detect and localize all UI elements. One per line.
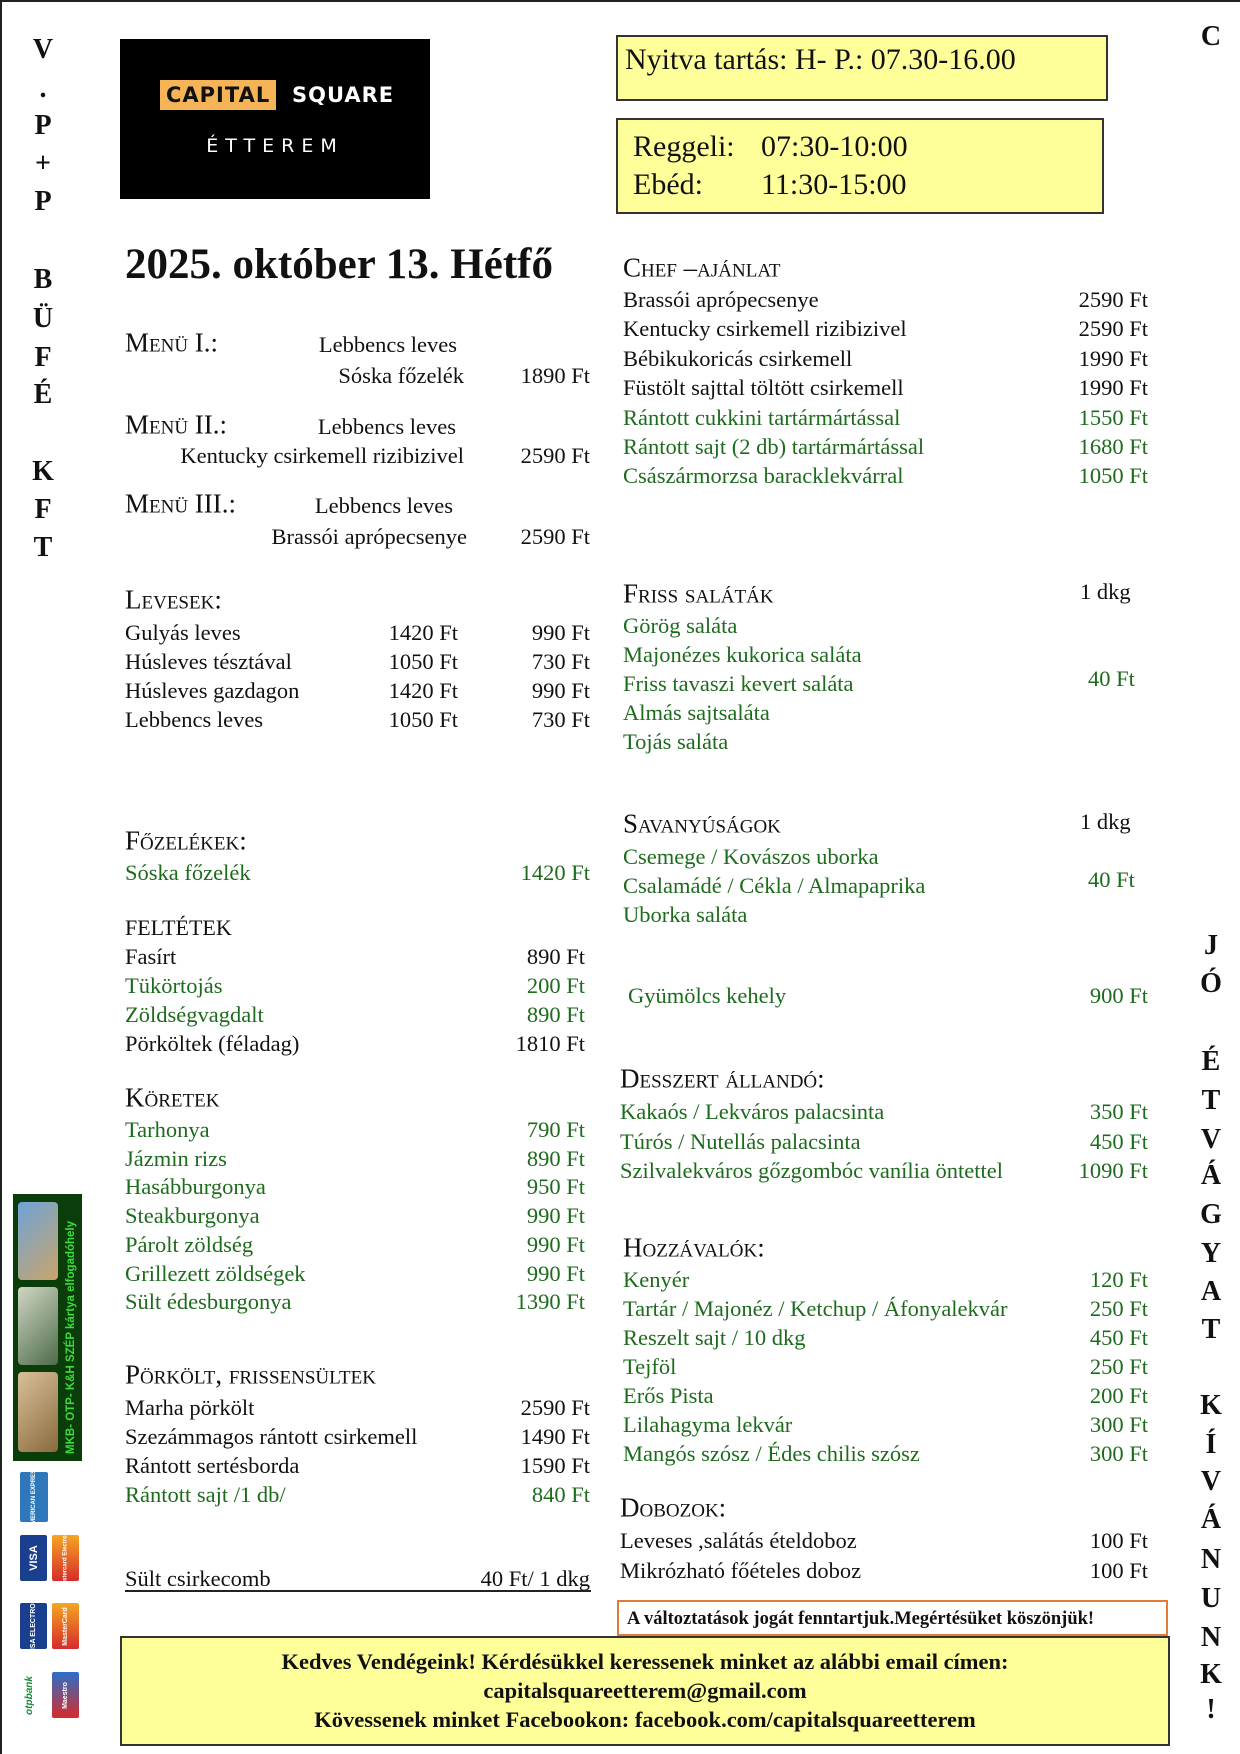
chef-item-price: 1050 Ft xyxy=(1078,463,1148,489)
soup-price-large: 1420 Ft xyxy=(388,620,458,645)
hozzavalok-item-price: 120 Ft xyxy=(1089,1267,1148,1292)
date-title: 2025. október 13. Hétfő xyxy=(125,241,553,288)
salatak-heading: Friss saláták xyxy=(623,578,774,609)
szep-card-image xyxy=(18,1287,58,1365)
chef-heading: Chef –ajánlat xyxy=(623,252,781,283)
koretek-item-name: Steakburgonya xyxy=(125,1203,260,1229)
savanyusagok-heading: Savanyúságok xyxy=(623,808,781,839)
desszert-item-name: Kakaós / Lekváros palacsinta xyxy=(620,1099,885,1124)
vertical-letter: K xyxy=(32,456,54,487)
vertical-letter: B xyxy=(33,264,53,295)
vertical-letter: É xyxy=(33,379,53,410)
vertical-letter: V xyxy=(1200,1124,1222,1155)
logo-square: SQUARE xyxy=(292,83,395,107)
menu-main: Sóska főzelék xyxy=(338,363,464,388)
feltetek-item-price: 890 Ft xyxy=(526,1002,585,1027)
fozelekek-heading: Főzelékek: xyxy=(125,825,247,856)
mastercard-electronic-logo: Mastercard Electronic xyxy=(52,1535,79,1581)
hozzavalok-item-price: 450 Ft xyxy=(1089,1325,1148,1350)
koretek-item-name: Sült édesburgonya xyxy=(125,1289,292,1315)
salatak-price: 40 Ft xyxy=(1088,666,1135,691)
menu-main: Brassói aprópecsenye xyxy=(271,524,467,549)
hozzavalok-item-name: Erős Pista xyxy=(623,1383,714,1408)
soup-price-large: 1050 Ft xyxy=(388,649,458,674)
porkolt-item-price: 2590 Ft xyxy=(520,1395,590,1420)
vertical-letter: F xyxy=(34,494,52,525)
chef-item-price: 2590 Ft xyxy=(1078,316,1148,342)
vertical-letter: V xyxy=(32,34,54,65)
fozelekek-item-name: Sóska főzelék xyxy=(125,860,251,885)
chef-item-name: Rántott cukkini tartármártással xyxy=(623,404,901,430)
desszert-item-name: Túrós / Nutellás palacsinta xyxy=(620,1128,861,1154)
feltetek-item-price: 1810 Ft xyxy=(515,1031,585,1056)
menu-price: 2590 Ft xyxy=(520,443,590,468)
porkolt-item-price: 1590 Ft xyxy=(520,1453,590,1478)
chef-item-name: Füstölt sajttal töltött csirkemell xyxy=(623,375,904,401)
notice-box: A változtatások jogát fenntartjuk.Megértésüket köszönjük! xyxy=(617,1600,1168,1636)
menu-soup: Lebbencs leves xyxy=(317,414,456,439)
vertical-letter: K xyxy=(1200,1390,1222,1421)
porkolt-heading: Pörkölt, frissensültek xyxy=(125,1359,376,1390)
soup-price-small: 990 Ft xyxy=(531,620,590,645)
savanyusagok-item: Csemege / Kovászos uborka xyxy=(623,844,879,869)
vertical-letter: Y xyxy=(1200,1238,1222,1269)
opening-hours: Nyitva tartás: H- P.: 07.30-16.00 xyxy=(625,43,1016,76)
sult-csirkecomb-name: Sült csirkecomb xyxy=(125,1566,271,1591)
restaurant-logo xyxy=(120,39,430,199)
koretek-item-name: Hasábburgonya xyxy=(125,1174,266,1200)
szep-card-image xyxy=(18,1372,58,1452)
koretek-item-price: 1390 Ft xyxy=(515,1289,585,1315)
soup-name: Húsleves gazdagon xyxy=(125,678,300,703)
vertical-letter: V xyxy=(1200,1466,1222,1497)
feltetek-item-name: Fasírt xyxy=(125,944,177,969)
logo-etterem: ÉTTEREM xyxy=(206,135,344,157)
vertical-letter: F xyxy=(34,342,52,373)
savanyusagok-item: Uborka saláta xyxy=(623,902,748,927)
sult-csirkecomb-price: 40 Ft/ 1 dkg xyxy=(480,1566,590,1591)
soup-price-small: 990 Ft xyxy=(531,678,590,703)
savanyusagok-item: Csalamádé / Cékla / Almapaprika xyxy=(623,873,926,898)
porkolt-item-price: 840 Ft xyxy=(531,1482,590,1507)
vertical-letter: T xyxy=(1201,1314,1221,1345)
maestro-logo: Maestro xyxy=(52,1672,79,1718)
hozzavalok-item-name: Kenyér xyxy=(623,1267,690,1292)
vertical-letter: P xyxy=(34,110,52,141)
chef-item-price: 2590 Ft xyxy=(1078,287,1148,312)
vertical-letter: A xyxy=(1200,1276,1222,1307)
vertical-letter: K xyxy=(1200,1659,1222,1690)
hozzavalok-item-price: 200 Ft xyxy=(1089,1383,1148,1408)
porkolt-item-name: Szezámmagos rántott csirkemell xyxy=(125,1424,418,1449)
hozzavalok-item-name: Tartár / Majonéz / Ketchup / Áfonyalekvár xyxy=(623,1296,1008,1321)
visa-electron-logo: VISA ELECTRON xyxy=(20,1603,47,1649)
desszert-heading: Desszert állandó: xyxy=(620,1063,825,1094)
hozzavalok-heading: Hozzávalók: xyxy=(623,1232,765,1263)
chef-item-price: 1550 Ft xyxy=(1078,404,1148,430)
desszert-item-price: 450 Ft xyxy=(1089,1128,1148,1154)
dobozok-item-name: Leveses ,salátás ételdoboz xyxy=(620,1528,857,1553)
koretek-item-price: 990 Ft xyxy=(526,1231,585,1257)
savanyusagok-unit: 1 dkg xyxy=(1080,809,1131,834)
desszert-item-name: Szilvalekváros gőzgombóc vanília öntettel xyxy=(620,1158,1004,1183)
logo-capital: CAPITAL xyxy=(160,80,276,110)
gyumolcs-kehely-name: Gyümölcs kehely xyxy=(628,983,787,1008)
dobozok-heading: Dobozok: xyxy=(620,1492,727,1523)
hozzavalok-item-price: 300 Ft xyxy=(1089,1441,1148,1466)
breakfast-time: 07:30-10:00 xyxy=(761,130,908,163)
dobozok-item-price: 100 Ft xyxy=(1089,1558,1148,1583)
vertical-letter: J xyxy=(1204,930,1218,961)
porkolt-item-name: Rántott sertésborda xyxy=(125,1453,300,1478)
koretek-item-price: 790 Ft xyxy=(526,1117,585,1142)
vertical-letter: P xyxy=(34,186,52,217)
menu-soup: Lebbencs leves xyxy=(318,332,457,357)
feltetek-item-price: 890 Ft xyxy=(526,944,585,969)
hozzavalok-item-price: 250 Ft xyxy=(1089,1296,1148,1321)
otpbank-logo: otpbank xyxy=(24,1675,36,1715)
visa-logo: VISA xyxy=(20,1535,47,1581)
contact-line: Kedves Vendégeink! Kérdésükkel keressenek minket az alábbi email címen: xyxy=(281,1649,1009,1674)
koretek-item-name: Tarhonya xyxy=(125,1117,210,1142)
vertical-letter: T xyxy=(33,532,53,563)
soup-price-large: 1420 Ft xyxy=(388,678,458,703)
menu-label: Menü III.: xyxy=(125,488,237,519)
chef-item-name: Rántott sajt (2 db) tartármártással xyxy=(623,434,925,459)
vertical-letter: . xyxy=(39,73,47,104)
dobozok-item-name: Mikrózható főételes doboz xyxy=(620,1558,862,1583)
soup-name: Lebbencs leves xyxy=(125,707,264,732)
amex-logo: AMERICAN EXPRESS xyxy=(20,1472,48,1522)
salatak-unit: 1 dkg xyxy=(1080,579,1131,604)
contact-box xyxy=(120,1636,1170,1746)
vertical-letter: N xyxy=(1200,1622,1222,1653)
vertical-letter: U xyxy=(1200,1583,1222,1614)
vertical-letter: Á xyxy=(1200,1504,1222,1535)
koretek-item-price: 990 Ft xyxy=(526,1260,585,1286)
vertical-letter: Ü xyxy=(32,303,54,334)
szep-banner-text: MKB- OTP- K&H SZÉP kártya elfogadóhely xyxy=(65,1220,77,1454)
vertical-letter: N xyxy=(1200,1544,1222,1575)
vertical-letter: + xyxy=(35,148,51,179)
hozzavalok-item-name: Tejföl xyxy=(623,1354,677,1379)
koretek-item-price: 890 Ft xyxy=(526,1145,585,1171)
feltetek-heading: FELTÉTEK xyxy=(125,915,232,940)
hozzavalok-item-price: 250 Ft xyxy=(1089,1354,1148,1379)
menu-soup: Lebbencs leves xyxy=(314,493,453,518)
menu-price: 1890 Ft xyxy=(520,363,590,388)
menu-price: 2590 Ft xyxy=(520,524,590,549)
meal-times-box xyxy=(616,118,1104,214)
dobozok-item-price: 100 Ft xyxy=(1089,1528,1148,1553)
contact-facebook[interactable]: Kövessenek minket Facebookon: facebook.com/capitalsquareetterem xyxy=(314,1707,976,1732)
salatak-item: Almás sajtsaláta xyxy=(623,700,770,725)
chef-item-price: 1680 Ft xyxy=(1078,434,1148,459)
porkolt-item-price: 1490 Ft xyxy=(520,1424,590,1449)
chef-item-name: Bébikukoricás csirkemell xyxy=(623,345,853,371)
underline-divider xyxy=(125,1590,591,1592)
breakfast-label: Reggeli: xyxy=(633,130,735,163)
soup-price-small: 730 Ft xyxy=(531,649,590,674)
koretek-item-name: Párolt zöldség xyxy=(125,1231,254,1257)
hozzavalok-item-price: 300 Ft xyxy=(1089,1412,1148,1437)
chef-item-name: Kentucky csirkemell rizibizivel xyxy=(623,316,907,342)
feltetek-item-name: Tükörtojás xyxy=(125,973,223,998)
koretek-item-price: 990 Ft xyxy=(526,1203,585,1229)
chef-item-name: Császármorzsa baracklekvárral xyxy=(623,463,904,489)
mastercard-logo: MasterCard xyxy=(52,1603,79,1649)
contact-email[interactable]: capitalsquareetterem@gmail.com xyxy=(483,1678,807,1703)
salatak-item: Friss tavaszi kevert saláta xyxy=(623,671,854,696)
gyumolcs-kehely-price: 900 Ft xyxy=(1089,983,1148,1008)
porkolt-item-name: Rántott sajt /1 db/ xyxy=(125,1482,286,1507)
hozzavalok-item-name: Reszelt sajt / 10 dkg xyxy=(623,1325,806,1350)
vertical-letter: É xyxy=(1201,1046,1221,1077)
salatak-item: Majonézes kukorica saláta xyxy=(623,642,862,667)
soup-name: Húsleves tésztával xyxy=(125,649,292,674)
levesek-heading: Levesek: xyxy=(125,584,222,615)
vertical-letter: Ó xyxy=(1200,968,1222,999)
vertical-letter: T xyxy=(1201,1085,1221,1116)
lunch-label: Ebéd: xyxy=(633,168,703,201)
porkolt-item-name: Marha pörkölt xyxy=(125,1395,255,1420)
vertical-letter: G xyxy=(1200,1199,1222,1230)
fozelekek-item-price: 1420 Ft xyxy=(520,860,590,885)
koretek-item-price: 950 Ft xyxy=(526,1174,585,1200)
szep-card-image xyxy=(18,1202,58,1280)
feltetek-item-price: 200 Ft xyxy=(526,973,585,998)
menu-main: Kentucky csirkemell rizibizivel xyxy=(180,443,464,468)
vertical-letter: ! xyxy=(1206,1694,1216,1725)
hozzavalok-item-name: Mangós szósz / Édes chilis szósz xyxy=(623,1441,920,1466)
opening-hours-box xyxy=(616,35,1108,101)
soup-name: Gulyás leves xyxy=(125,620,241,645)
feltetek-item-name: Zöldségvagdalt xyxy=(125,1002,264,1027)
koretek-heading: Köretek xyxy=(125,1082,220,1113)
vertical-letter: Í xyxy=(1205,1429,1217,1460)
koretek-item-name: Jázmin rizs xyxy=(125,1145,227,1171)
desszert-item-price: 1090 Ft xyxy=(1078,1158,1148,1183)
feltetek-item-name: Pörköltek (féladag) xyxy=(125,1031,300,1056)
lunch-time: 11:30-15:00 xyxy=(761,168,907,201)
vertical-letter: C xyxy=(1200,21,1222,52)
vertical-letter: Á xyxy=(1200,1160,1222,1191)
menu-label: Menü II.: xyxy=(125,409,228,440)
desszert-item-price: 350 Ft xyxy=(1089,1099,1148,1124)
menu-label: Menü I.: xyxy=(125,327,219,358)
szep-card-banner xyxy=(13,1194,82,1461)
chef-item-name: Brassói aprópecsenye xyxy=(623,287,819,312)
salatak-item: Görög saláta xyxy=(623,613,738,638)
chef-item-price: 1990 Ft xyxy=(1078,345,1148,371)
salatak-item: Tojás saláta xyxy=(623,729,729,754)
savanyusagok-price: 40 Ft xyxy=(1088,867,1135,892)
koretek-item-name: Grillezett zöldségek xyxy=(125,1260,306,1286)
soup-price-large: 1050 Ft xyxy=(388,707,458,732)
chef-item-price: 1990 Ft xyxy=(1078,375,1148,401)
hozzavalok-item-name: Lilahagyma lekvár xyxy=(623,1412,793,1437)
soup-price-small: 730 Ft xyxy=(531,707,590,732)
